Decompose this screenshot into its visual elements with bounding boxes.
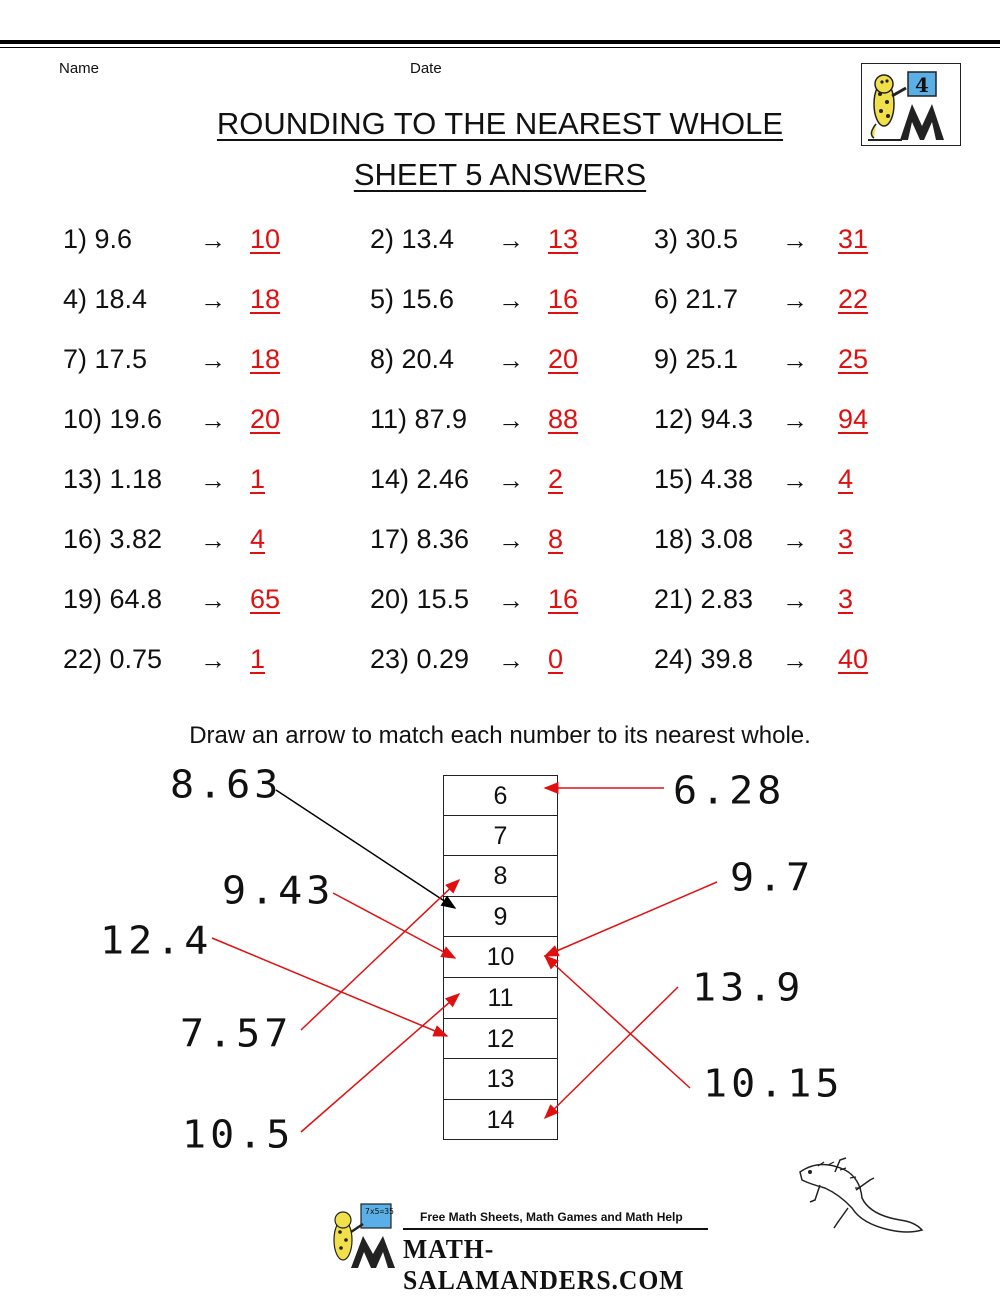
problem-11: 11) 87.9 [370, 404, 468, 434]
answer-13: 1 [250, 464, 266, 494]
problem-13: 13) 1.18 [63, 464, 163, 494]
answer-9: 25 [838, 344, 869, 374]
salamander-drawing-icon [790, 1150, 930, 1250]
problem-10: 10) 19.6 [63, 404, 163, 434]
problem-1: 1) 9.6 [63, 224, 133, 254]
right-arrow-icon: → [782, 285, 808, 315]
problem-7: 7) 17.5 [63, 344, 148, 374]
answer-10: 20 [250, 404, 281, 434]
problem-15: 15) 4.38 [654, 464, 754, 494]
footer-badge: 7x5=35 [365, 1207, 394, 1216]
decimal-number-8: 13.9 [692, 966, 805, 1010]
answer-21: 3 [838, 584, 854, 614]
right-arrow-icon: → [498, 285, 524, 315]
whole-cell-9: 9 [443, 897, 558, 938]
answer-20: 16 [548, 584, 579, 614]
problem-24: 24) 39.8 [654, 644, 754, 674]
whole-cell-8: 8 [443, 856, 558, 897]
right-arrow-icon: → [200, 285, 226, 315]
right-arrow-icon: → [498, 585, 524, 615]
problem-6: 6) 21.7 [654, 284, 739, 314]
answer-4: 18 [250, 284, 281, 314]
problem-23: 23) 0.29 [370, 644, 470, 674]
date-label: Date [410, 60, 442, 77]
decimal-number-1: 8.63 [170, 763, 283, 807]
problem-19: 19) 64.8 [63, 584, 163, 614]
decimal-number-7: 9.7 [730, 856, 815, 900]
answer-11: 88 [548, 404, 579, 434]
name-label: Name [59, 60, 100, 77]
match-arrow-7 [545, 882, 717, 956]
problem-4: 4) 18.4 [63, 284, 148, 314]
right-arrow-icon: → [782, 345, 808, 375]
answer-1: 10 [250, 224, 281, 254]
answer-18: 3 [838, 524, 854, 554]
page-subtitle: SHEET 5 ANSWERS [353, 157, 647, 192]
right-arrow-icon: → [200, 345, 226, 375]
problem-9: 9) 25.1 [654, 344, 739, 374]
problem-2: 2) 13.4 [370, 224, 455, 254]
right-arrow-icon: → [200, 585, 226, 615]
problem-17: 17) 8.36 [370, 524, 470, 554]
right-arrow-icon: → [498, 345, 524, 375]
match-arrow-5 [301, 994, 459, 1132]
whole-cell-7: 7 [443, 816, 558, 857]
answer-5: 16 [548, 284, 579, 314]
whole-cell-11: 11 [443, 978, 558, 1019]
decimal-number-2: 9.43 [222, 869, 335, 913]
problem-16: 16) 3.82 [63, 524, 163, 554]
whole-cell-14: 14 [443, 1100, 558, 1141]
whole-cell-12: 12 [443, 1019, 558, 1060]
right-arrow-icon: → [498, 405, 524, 435]
problem-3: 3) 30.5 [654, 224, 739, 254]
answer-3: 31 [838, 224, 869, 254]
right-arrow-icon: → [782, 645, 808, 675]
right-arrow-icon: → [782, 465, 808, 495]
problem-18: 18) 3.08 [654, 524, 754, 554]
problem-20: 20) 15.5 [370, 584, 470, 614]
problem-21: 21) 2.83 [654, 584, 754, 614]
match-arrow-9 [545, 956, 690, 1088]
answer-15: 4 [838, 464, 854, 494]
answer-12: 94 [838, 404, 869, 434]
problem-12: 12) 94.3 [654, 404, 754, 434]
whole-cell-6: 6 [443, 775, 558, 816]
matching-instruction: Draw an arrow to match each number to its nearest whole. [189, 722, 811, 749]
right-arrow-icon: → [200, 225, 226, 255]
answer-16: 4 [250, 524, 266, 554]
answer-19: 65 [250, 584, 281, 614]
decimal-number-6: 6.28 [673, 769, 786, 813]
decimal-number-5: 10.5 [182, 1113, 295, 1157]
page-title: ROUNDING TO THE NEAREST WHOLE [216, 106, 784, 141]
decimal-number-4: 7.57 [180, 1012, 293, 1056]
answer-7: 18 [250, 344, 281, 374]
whole-cell-10: 10 [443, 937, 558, 978]
problem-8: 8) 20.4 [370, 344, 455, 374]
problem-14: 14) 2.46 [370, 464, 470, 494]
right-arrow-icon: → [200, 645, 226, 675]
whole-cell-13: 13 [443, 1059, 558, 1100]
right-arrow-icon: → [498, 465, 524, 495]
right-arrow-icon: → [498, 645, 524, 675]
match-arrow-3 [212, 938, 447, 1036]
decimal-number-3: 12.4 [100, 919, 213, 963]
footer-logo [325, 1202, 715, 1295]
footer-tagline: Free Math Sheets, Math Games and Math Help [420, 1210, 683, 1224]
right-arrow-icon: → [498, 225, 524, 255]
svg-text:4: 4 [915, 73, 929, 97]
answer-14: 2 [548, 464, 564, 494]
match-arrow-2 [333, 893, 455, 958]
answer-22: 1 [250, 644, 266, 674]
answer-6: 22 [838, 284, 869, 314]
right-arrow-icon: → [498, 525, 524, 555]
decimal-number-9: 10.15 [703, 1062, 844, 1106]
answer-8: 20 [548, 344, 579, 374]
match-arrow-8 [545, 987, 678, 1118]
answer-24: 40 [838, 644, 869, 674]
answer-2: 13 [548, 224, 579, 254]
right-arrow-icon: → [782, 585, 808, 615]
right-arrow-icon: → [782, 405, 808, 435]
answer-17: 8 [548, 524, 564, 554]
right-arrow-icon: → [200, 405, 226, 435]
footer-site-name: MATH-SALAMANDERS.COM [403, 1234, 685, 1295]
footer-rule [403, 1228, 708, 1230]
right-arrow-icon: → [200, 525, 226, 555]
problem-5: 5) 15.6 [370, 284, 455, 314]
right-arrow-icon: → [200, 465, 226, 495]
problem-22: 22) 0.75 [63, 644, 163, 674]
right-arrow-icon: → [782, 525, 808, 555]
right-arrow-icon: → [782, 225, 808, 255]
answer-23: 0 [548, 644, 564, 674]
match-arrow-1 [276, 790, 455, 908]
